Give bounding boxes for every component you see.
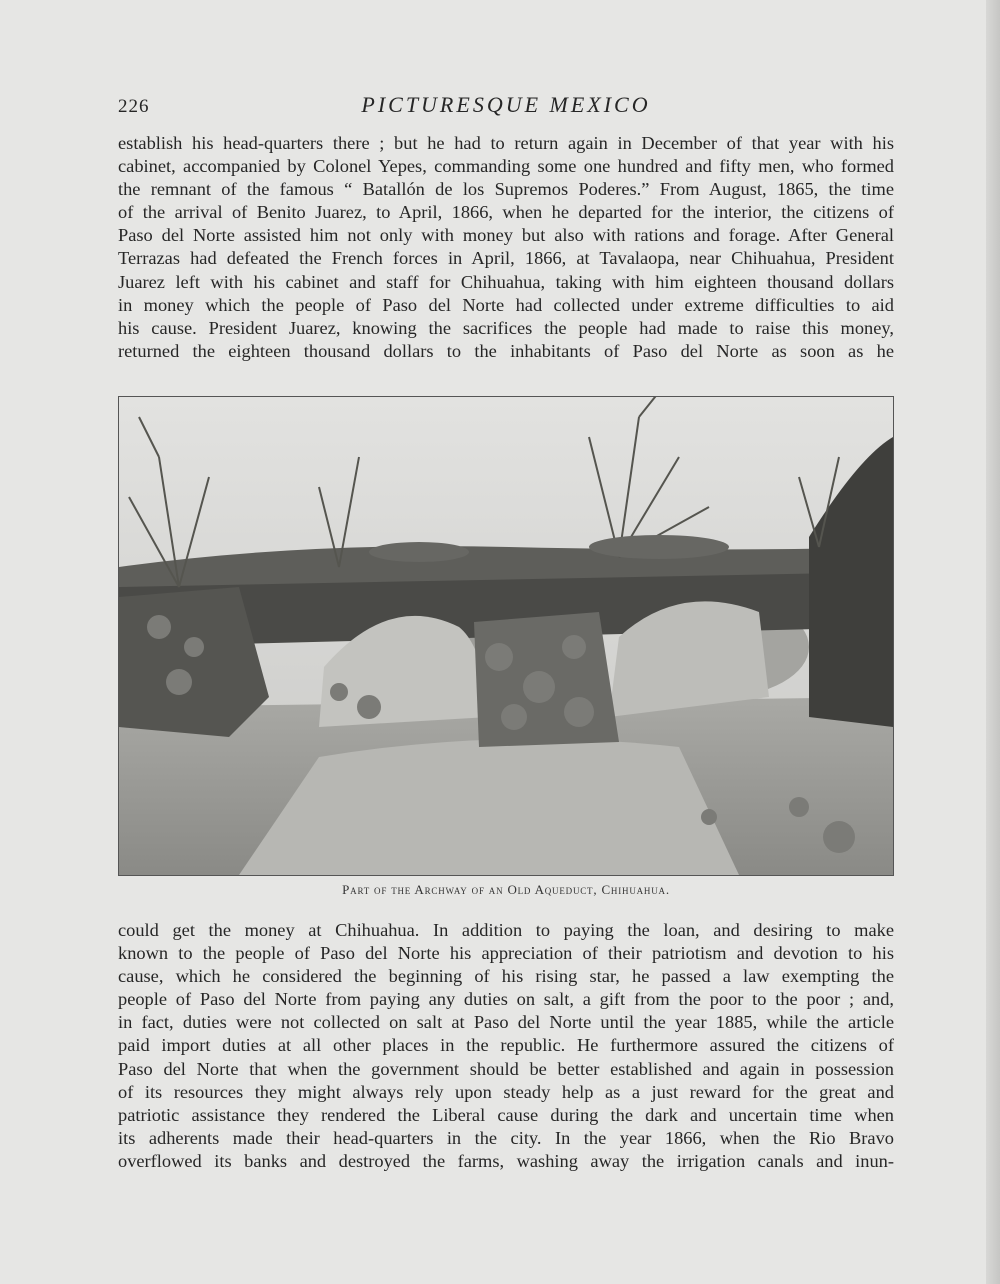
paragraph-bottom — [118, 919, 894, 1173]
text-line: of the arrival of Benito Juarez, to April, 1866, when he departed for the interior, the citizens of — [118, 202, 894, 223]
text-line: the remnant of the famous “ Batallón de los Supremos Poderes.” From August, 1865, the time — [118, 179, 894, 200]
text-line: Paso del Norte assisted him not only with money but also with rations and forage. After General — [118, 225, 894, 246]
text-line: paid import duties at all other places in the republic. He furthermore assured the citizens of — [118, 1035, 894, 1056]
plate-caption: Part of the Archway of an Old Aqueduct, Chihuahua. — [342, 882, 670, 897]
paragraph-top — [118, 132, 894, 363]
text-line: in fact, duties were not collected on salt at Paso del Norte until the year 1885, while the article — [118, 1012, 894, 1033]
text-line: Paso del Norte that when the government should be better established and again in possession — [118, 1058, 894, 1079]
text-line: of its resources they might always rely upon steady help as a just reward for the great and — [118, 1081, 894, 1102]
page-number: 226 — [118, 96, 150, 117]
running-title: PICTURESQUE MEXICO — [361, 92, 651, 117]
text-line: returned the eighteen thousand dollars to the inhabitants of Paso del Norte as soon as he — [118, 340, 894, 361]
text-line: patriotic assistance they rendered the Liberal cause during the dark and uncertain time when — [118, 1104, 894, 1125]
text-line: in money which the people of Paso del Norte had collected under extreme difficulties to aid — [118, 294, 894, 315]
text-line: his cause. President Juarez, knowing the sacrifices the people had made to raise this money, — [118, 317, 894, 338]
text-line: known to the people of Paso del Norte his appreciation of their patriotism and devotion to his — [118, 943, 894, 964]
text-line: Juarez left with his cabinet and staff for Chihuahua, taking with him eighteen thousand dollars — [118, 271, 894, 292]
text-line: establish his head-quarters there ; but he had to return again in December of that year with his — [118, 133, 894, 153]
aqueduct-photograph — [118, 396, 894, 876]
text-line: overflowed its banks and destroyed the farms, washing away the irrigation canals and inun- — [118, 1150, 894, 1171]
text-line: could get the money at Chihuahua. In addition to paying the loan, and desiring to make — [118, 920, 894, 940]
page-edge — [986, 0, 1000, 1284]
text-line: cabinet, accompanied by Colonel Yepes, commanding some one hundred and fifty men, who formed — [118, 156, 894, 177]
text-line: its adherents made their head-quarters in the city. In the year 1866, when the Rio Bravo — [118, 1127, 894, 1148]
running-head — [118, 92, 894, 122]
text-line: cause, which he considered the beginning of his rising star, he passed a law exempting the — [118, 966, 894, 987]
text-line: people of Paso del Norte from paying any duties on salt, a gift from the poor to the poor ; and, — [118, 989, 894, 1010]
text-line: Terrazas had defeated the French forces in April, 1866, at Tavalaopa, near Chihuahua, President — [118, 248, 894, 269]
